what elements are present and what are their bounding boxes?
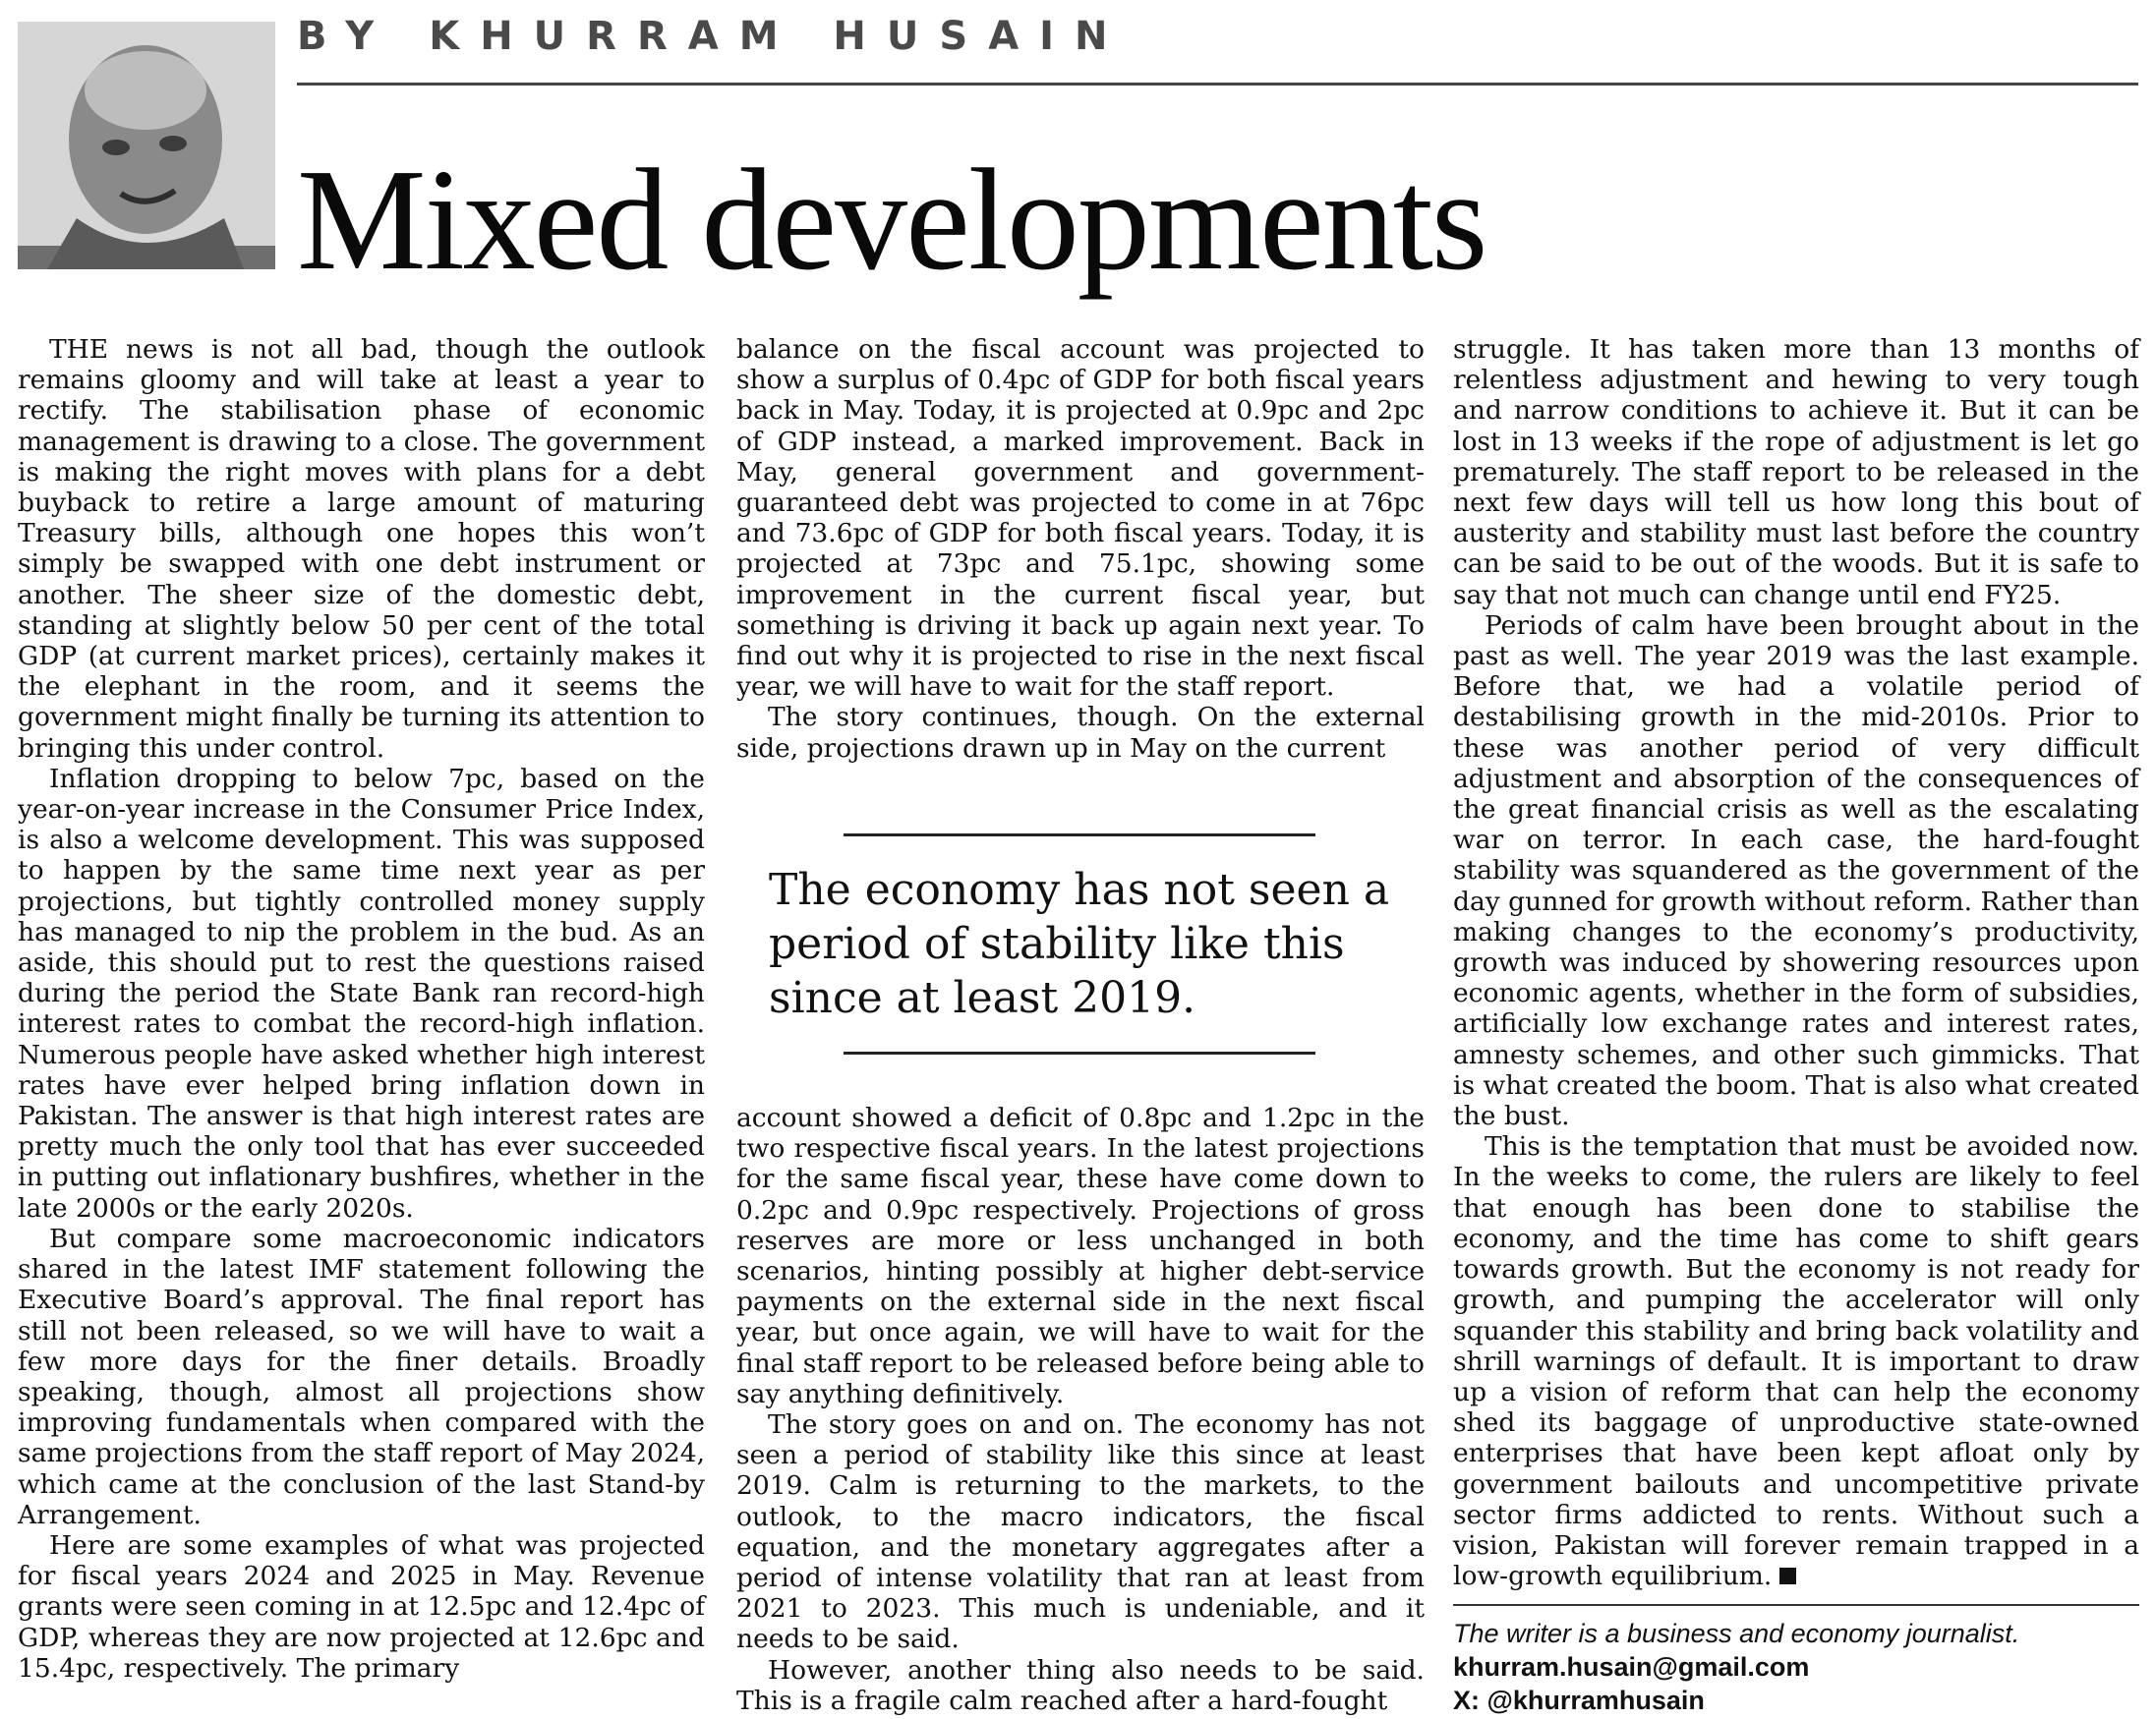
author-bio (1453, 1617, 2139, 1717)
bio-divider (1453, 1604, 2139, 1606)
paragraph: balance on the fiscal account was projected to show a surplus of 0.4pc of GDP for both fiscal years back in May. Today, it is projected at 0.9pc and 2pc of GDP instead, a marked improvement. Back in May, general government and government-guaranteed debt was projected to come in at 76pc and 73.6pc of GDP for both fiscal years. Today, it is projected at 73pc and 75.1pc, showing some improvement in the current fiscal year, but something is driving it back up again next year. To find out why it is projected to rise in the next fiscal year, we will have to wait for the staff report. (736, 334, 1425, 703)
paragraph-text: This is the temptation that must be avoided now. In the weeks to come, the rulers are likely to feel that enough has been done to stabilise the economy, and the time has come to shift gears towards growth. But the economy is not ready for growth, and pumping the accelerator will only squander this stability and bring back volatility and shrill warnings of default. It is important to draw up a vision of reform that can help the economy shed its baggage of unproductive state-owned enterprises that have been kept afloat only by government bailouts and uncompetitive private sector firms addicted to rents. Without such a vision, Pakistan will forever remain trapped in a low-growth equilibrium. (1453, 1131, 2139, 1592)
paragraph: struggle. It has taken more than 13 months of relentless adjustment and hewing to very tough and narrow conditions to achieve it. But it can be lost in 13 weeks if the rope of adjustment is let go prematurely. The staff report to be released in the next few days will tell us how long this bout of austerity and stability must last before the country can be said to be out of the woods. But it is safe to say that not much can change until end FY25. (1453, 334, 2139, 610)
author-portrait (18, 22, 275, 269)
author-email[interactable]: khurram.husain@gmail.com (1453, 1652, 1810, 1682)
author-social-handle[interactable]: X: @khurramhusain (1453, 1686, 1705, 1715)
article-column-1 (18, 334, 705, 1684)
byline-divider (297, 83, 2138, 86)
pull-quote: The economy has not seen a period of stability like this since at least 2019. (769, 865, 1390, 1023)
end-mark-icon (1779, 1568, 1796, 1584)
headline: Mixed developments (297, 140, 1486, 301)
paragraph: Here are some examples of what was projected for fiscal years 2024 and 2025 in May. Revenue grants were seen coming in at 12.5pc and 12.4pc of GDP, whereas they are now projected at 12.6pc and 15.4pc, respectively. The primary (18, 1529, 705, 1684)
article-column-2-bottom (736, 1103, 1425, 1716)
paragraph: However, another thing also needs to be said. This is a fragile calm reached after a hard-fought (736, 1654, 1425, 1716)
paragraph: account showed a deficit of 0.8pc and 1.2pc in the two respective fiscal years. In the latest projections for the same fiscal year, these have come down to 0.2pc and 0.9pc respectively. Projections of gross reserves are more or less unchanged in both scenarios, hinting possibly at higher debt-service payments on the external side in the next fiscal year, but once again, we will have to wait for the final staff report to be released before being able to say anything definitively. (736, 1103, 1425, 1409)
byline: BY KHURRAM HUSAIN (297, 14, 1129, 59)
paragraph: The story goes on and on. The economy has not seen a period of stability like this since at least 2019. Calm is returning to the markets, to the outlook, to the macro indicators, the fiscal equation, and the monetary aggregates after a period of intense volatility that ran at least from 2021 to 2023. This much is undeniable, and it needs to be said. (736, 1409, 1425, 1655)
pullquote-rule-top (844, 833, 1315, 836)
pullquote-rule-bottom (844, 1052, 1315, 1055)
portrait-image (18, 22, 275, 269)
paragraph: But compare some macroeconomic indicators shared in the latest IMF statement following the Executive Board’s approval. The final report has still not been released, so we will have to wait a few more days for the finer details. Broadly speaking, though, almost all projections show improving fundamentals when compared with the same projections from the staff report of May 2024, which came at the conclusion of the last Stand-by Arrangement. (18, 1223, 705, 1530)
paragraph: THE news is not all bad, though the outlook remains gloomy and will take at least a year to rectify. The stabilisation phase of economic management is drawing to a close. The government is making the right moves with plans for a debt buyback to retire a large amount of maturing Treasury bills, although one hopes this won’t simply be swapped with one debt instrument or another. The sheer size of the domestic debt, standing at slightly below 50 per cent of the total GDP (at current market prices), certainly makes it the elephant in the room, and it seems the government might finally be turning its attention to bringing this under control. (18, 334, 705, 764)
article-column-2-top (736, 334, 1425, 764)
article-column-3 (1453, 334, 2139, 1591)
paragraph (1453, 1131, 2139, 1591)
paragraph: Periods of calm have been brought about in the past as well. The year 2019 was the last example. Before that, we had a volatile period of destabilising growth in the mid-2010s. Prior to these was another period of very difficult adjustment and absorption of the consequences of the great financial crisis as well as the escalating war on terror. In each case, the hard-fought stability was squandered as the government of the day gunned for growth without reform. Rather than making changes to the economy’s productivity, growth was induced by showering resources upon economic agents, whether in the form of subsidies, artificially low exchange rates and interest rates, amnesty schemes, and other such gimmicks. That is what created the boom. That is also what created the bust. (1453, 609, 2139, 1132)
paragraph: The story continues, though. On the external side, projections drawn up in May on the current (736, 702, 1425, 764)
bio-note: The writer is a business and economy journalist. (1453, 1619, 2020, 1648)
paragraph: Inflation dropping to below 7pc, based on the year-on-year increase in the Consumer Price Index, is also a welcome development. This was supposed to happen by the same time next year as per projections, but tightly controlled money supply has managed to nip the problem in the bud. As an aside, this should put to rest the questions raised during the period the State Bank ran record-high interest rates to combat the record-high inflation. Numerous people have asked whether high interest rates have ever helped bring inflation down in Pakistan. The answer is that high interest rates are pretty much the only tool that has ever succeeded in putting out inflationary bushfires, whether in the late 2000s or the early 2020s. (18, 763, 705, 1224)
